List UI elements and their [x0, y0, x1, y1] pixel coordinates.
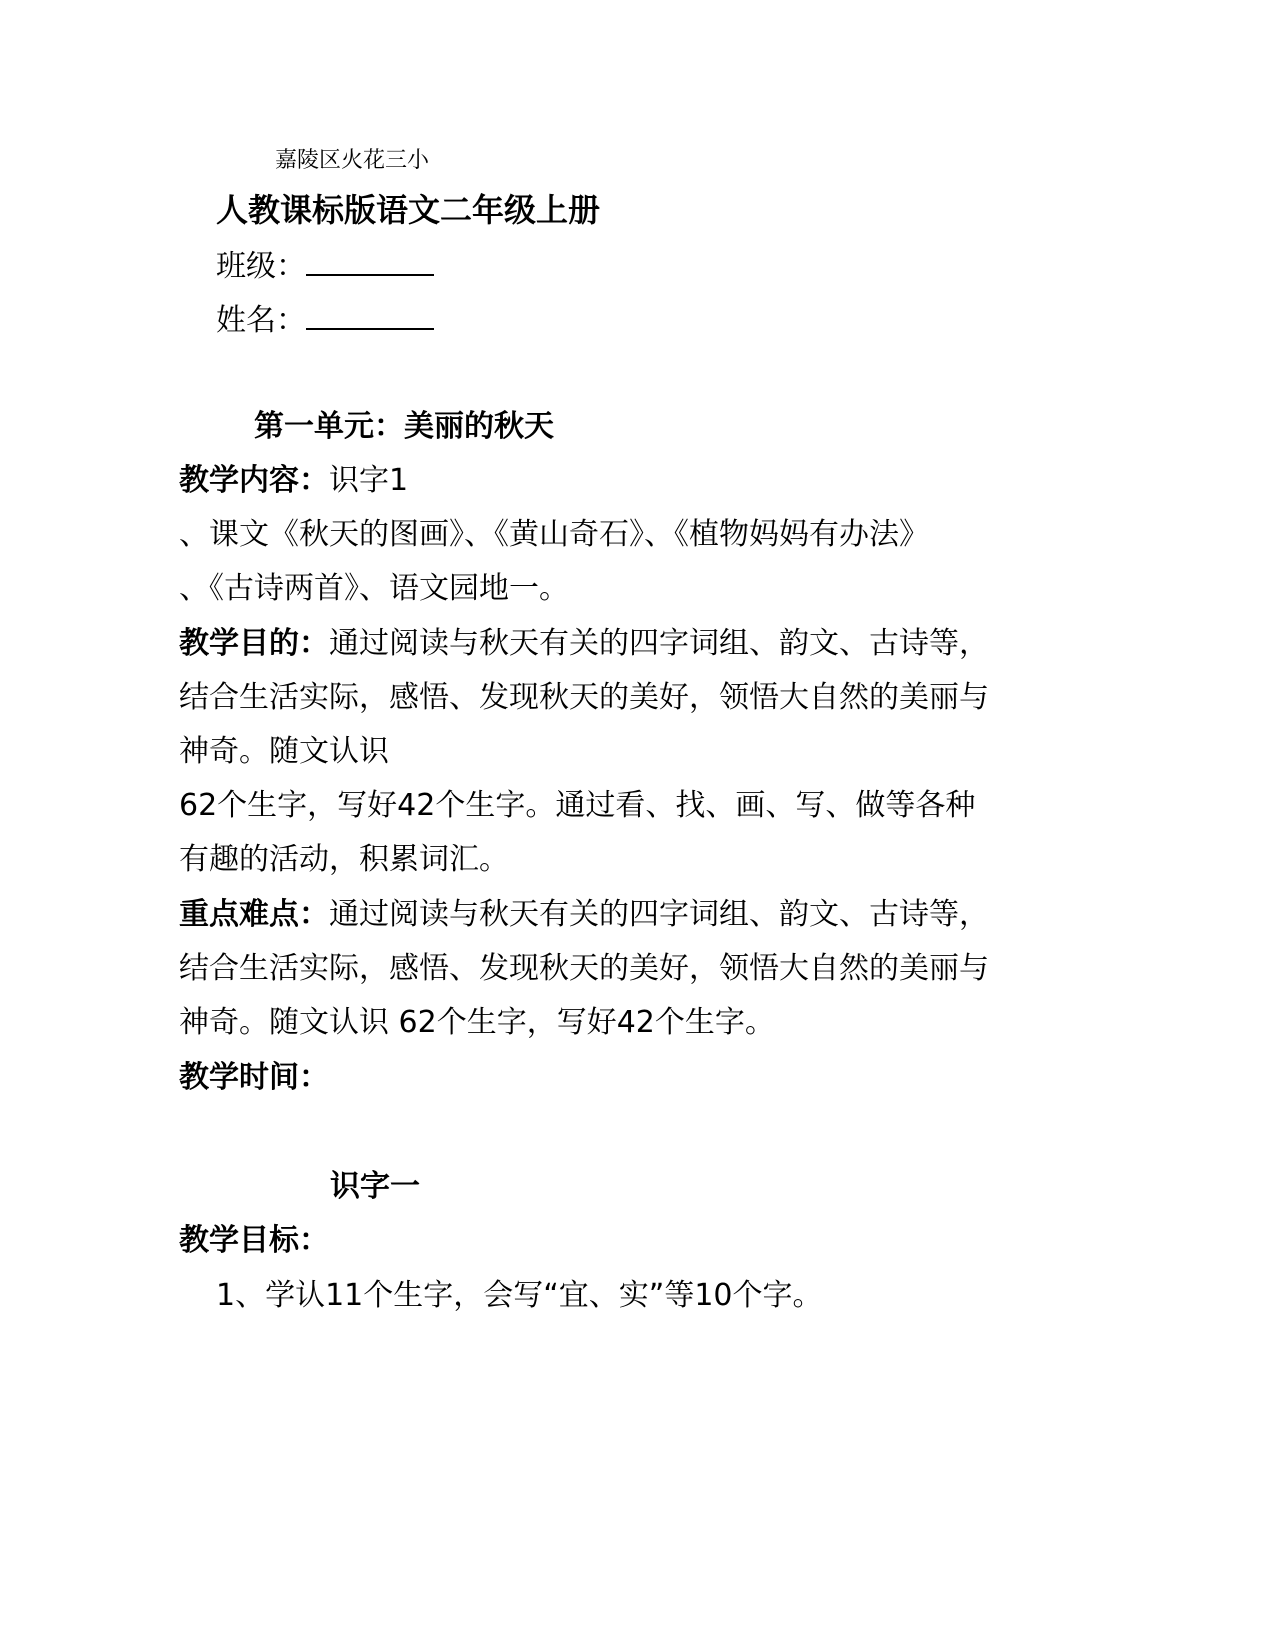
- teaching-content-line3: 、《古诗两首》、语文园地一。: [179, 571, 569, 606]
- key-points-label: 重点难点：: [179, 897, 329, 932]
- objectives-label: 教学目标：: [179, 1223, 329, 1258]
- name-blank-line[interactable]: [306, 298, 434, 330]
- key-points-line3: 神奇。随文认识 62个生字，写好42个生字。: [179, 1005, 775, 1040]
- key-points-text1: 通过阅读与秋天有关的四字词组、韵文、古诗等，: [329, 897, 989, 932]
- teaching-goal-text1: 通过阅读与秋天有关的四字词组、韵文、古诗等，: [329, 626, 989, 661]
- class-blank-line[interactable]: [306, 244, 434, 276]
- teaching-goal-line5: 有趣的活动，积累词汇。: [179, 842, 509, 877]
- key-points-line2: 结合生活实际，感悟、发现秋天的美好，领悟大自然的美丽与: [179, 951, 989, 986]
- name-field: [216, 298, 434, 341]
- class-field: [216, 244, 434, 287]
- teaching-goal-line2: 结合生活实际，感悟、发现秋天的美好，领悟大自然的美丽与: [179, 680, 989, 715]
- teaching-goal-line1: [179, 624, 989, 664]
- teaching-goal-line3: 神奇。随文认识: [179, 734, 389, 769]
- name-label: 姓名：: [216, 303, 306, 338]
- document-title: 人教课标版语文二年级上册: [216, 191, 601, 229]
- teaching-goal-label: 教学目的：: [179, 626, 329, 661]
- unit-heading: 第一单元：美丽的秋天: [254, 409, 554, 444]
- school-name: 嘉陵区火花三小: [275, 148, 430, 173]
- objective-item-1: 1、学认11个生字，会写“宜、实”等10个字。: [216, 1278, 823, 1313]
- teaching-content-text1: 识字1: [329, 463, 409, 498]
- teaching-content-line2: 、课文《秋天的图画》、《黄山奇石》、《植物妈妈有办法》: [179, 517, 929, 552]
- teaching-content-line1: [179, 461, 408, 501]
- teaching-goal-line4: 62个生字，写好42个生字。通过看、找、画、写、做等各种: [179, 788, 976, 823]
- class-label: 班级：: [216, 249, 306, 284]
- teaching-content-label: 教学内容：: [179, 463, 329, 498]
- teaching-time-label: 教学时间：: [179, 1060, 329, 1095]
- key-points-line1: [179, 895, 989, 935]
- lesson-heading: 识字一: [330, 1169, 420, 1204]
